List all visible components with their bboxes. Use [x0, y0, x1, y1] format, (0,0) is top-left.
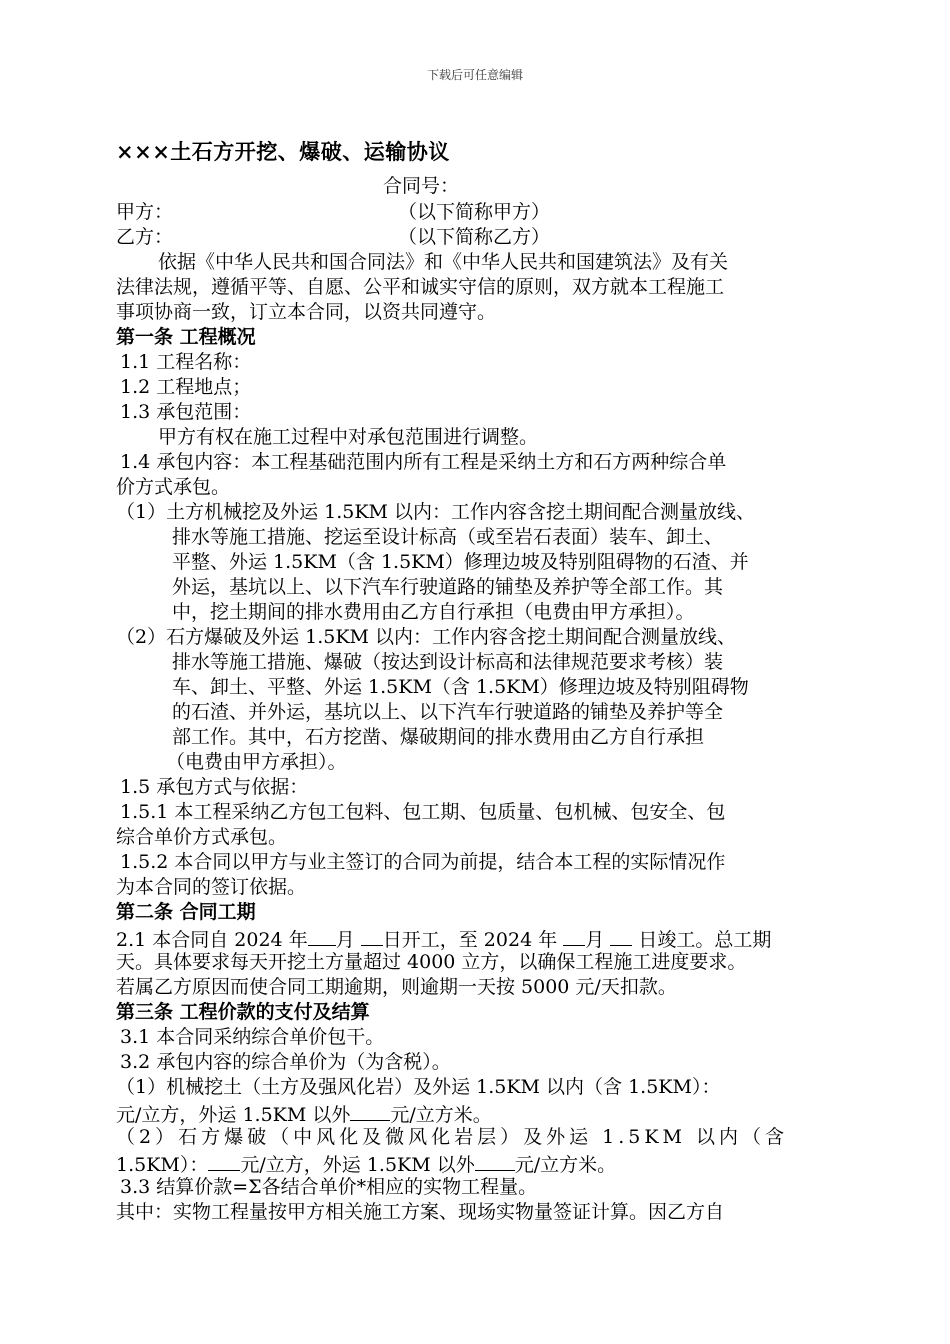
blank-line — [475, 1150, 515, 1171]
item-1-line: 平整、外运 1.5KM（含 1.5KM）修理边坡及特别阻碍物的石渣、并 — [172, 551, 749, 573]
clause-1-5-1: 1.5.1 本工程采纳乙方包工包料、包工期、包质量、包机械、包安全、包 — [120, 801, 726, 823]
section-1-heading: 第一条 工程概况 — [116, 326, 256, 348]
clause-2-1-text: 2.1 本合同自 2024 年 — [116, 929, 308, 951]
price-text: 元/立方米。 — [514, 1154, 617, 1176]
item-2-line: 部工作。其中，石方挖凿、爆破期间的排水费用由乙方自行承担 — [172, 726, 705, 748]
party-a-note: （以下简称甲方） — [398, 201, 551, 223]
clause-1-3-note: 甲方有权在施工过程中对承包范围进行调整。 — [158, 426, 539, 448]
page-header: 下载后可任意编辑 — [426, 68, 523, 82]
price-text: 1.5KM）： — [116, 1154, 209, 1176]
clause-3-2-item-2: （2）石方爆破（中风化及微风化岩层）及外运 1.5KM 以内（含 — [116, 1126, 789, 1148]
clause-2-1 — [116, 925, 771, 952]
item-2-line: 的石渣、并外运，基坑以上、以下汽车行驶道路的铺垫及养护等全 — [172, 701, 724, 723]
clause-1-3: 1.3 承包范围： — [120, 401, 252, 423]
clause-1-5: 1.5 承包方式与依据： — [120, 776, 309, 798]
clause-1-5-1: 综合单价方式承包。 — [116, 826, 288, 848]
clause-1-1: 1.1 工程名称： — [120, 351, 252, 373]
blank-line — [308, 925, 336, 946]
section-3-heading: 第三条 工程价款的支付及结算 — [116, 1001, 370, 1023]
section-2-heading: 第二条 合同工期 — [116, 901, 256, 923]
clause-3-2: 3.2 承包内容的综合单价为（为含税）。 — [120, 1051, 451, 1073]
clause-3-1: 3.1 本合同采纳综合单价包干。 — [120, 1026, 385, 1048]
clause-1-2: 1.2 工程地点； — [120, 376, 252, 398]
clause-1-4: 1.4 承包内容：本工程基础范围内所有工程是采纳土方和石方两种综合单 — [120, 451, 727, 473]
party-b-note: （以下简称乙方） — [398, 226, 551, 248]
clause-2-1: 若属乙方原因而使合同工期逾期，则逾期一天按 5000 元/天扣款。 — [116, 976, 677, 998]
clause-3-2-item-1: （1）机械挖土（土方及强风化岩）及外运 1.5KM 以内（含 1.5KM）： — [116, 1076, 721, 1098]
clause-2-1-text: 月 — [585, 929, 605, 951]
intro-line: 事项协商一致，订立本合同，以资共同遵守。 — [116, 301, 497, 323]
item-2-line: 排水等施工措施、爆破（按达到设计标高和法律规范要求考核）装 — [172, 651, 724, 673]
party-b-label: 乙方： — [116, 226, 174, 248]
blank-line — [350, 1100, 390, 1121]
clause-1-5-2: 为本合同的签订依据。 — [116, 876, 307, 898]
price-text: 元/立方，外运 1.5KM 以外 — [116, 1104, 351, 1126]
clause-2-1: 天。具体要求每天开挖土方量超过 4000 立方，以确保工程施工进度要求。 — [116, 951, 747, 973]
item-2-line: 车、卸土、平整、外运 1.5KM（含 1.5KM）修理边坡及特别阻碍物 — [172, 676, 749, 698]
blank-line — [361, 925, 383, 946]
intro-line: 法律法规，遵循平等、自愿、公平和诚实守信的原则，双方就本工程施工 — [116, 276, 725, 298]
contract-number: 合同号： — [383, 175, 460, 197]
clause-2-1-text: 日竣工。总工期 — [638, 929, 772, 951]
intro-line: 依据《中华人民共和国合同法》和《中华人民共和国建筑法》及有关 — [158, 251, 729, 273]
clause-3-2-item-2 — [116, 1150, 616, 1177]
item-1-line: 排水等施工措施、挖运至设计标高（或至岩石表面）装车、卸土、 — [172, 526, 724, 548]
item-1-line: 外运，基坑以上、以下汽车行驶道路的铺垫及养护等全部工作。其 — [172, 576, 724, 598]
clause-3-3: 3.3 结算价款=Σ各结合单价*相应的实物工程量。 — [120, 1176, 538, 1198]
blank-line — [610, 925, 632, 946]
item-2-line: （电费由甲方承担）。 — [166, 751, 347, 773]
item-2-line: （2）石方爆破及外运 1.5KM 以内：工作内容含挖土期间配合测量放线、 — [116, 626, 737, 648]
clause-1-4: 价方式承包。 — [116, 476, 231, 498]
item-1-line: 中，挖土期间的排水费用由乙方自行承担（电费由甲方承担）。 — [172, 601, 695, 623]
blank-line — [563, 925, 585, 946]
document-title: ×××土石方开挖、爆破、运输协议 — [116, 139, 450, 164]
item-1-line: （1）土方机械挖及外运 1.5KM 以内：工作内容含挖土期间配合测量放线、 — [116, 501, 756, 523]
clause-2-1-text: 日开工，至 2024 年 — [382, 929, 558, 951]
clause-2-1-text: 月 — [335, 929, 355, 951]
price-text: 元/立方米。 — [390, 1104, 492, 1126]
clause-3-2-item-1 — [116, 1100, 492, 1127]
clause-1-5-2: 1.5.2 本合同以甲方与业主签订的合同为前提，结合本工程的实际情况作 — [120, 851, 726, 873]
party-a-label: 甲方： — [116, 201, 174, 223]
clause-3-3-note: 其中：实物工程量按甲方相关施工方案、现场实物量签证计算。因乙方自 — [116, 1201, 725, 1223]
price-text: 元/立方，外运 1.5KM 以外 — [240, 1154, 475, 1176]
blank-line — [208, 1150, 240, 1171]
